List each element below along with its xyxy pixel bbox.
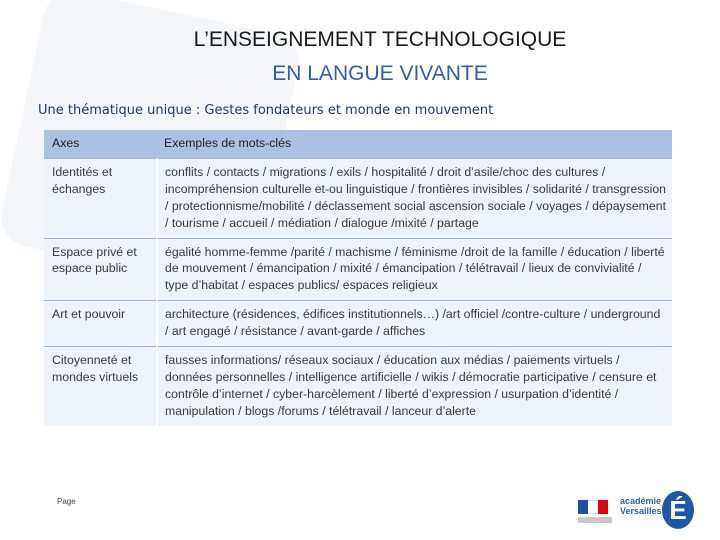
axe-cell: Citoyenneté et mondes virtuels [44, 347, 157, 426]
keywords-cell: conflits / contacts / migrations / exils / hospitalité / droit d’asile/choc des cultures / incompréhension culturelle et-ou linguistique / frontières invisibles / solidarité / transgression / protectionnisme/mobilité / déclassement social ascension sociale / voyages / dépaysement / tourisme / accueil / médiation / dialogue /mixité / partage [157, 158, 672, 238]
page-title-subline: EN LANGUE VIVANTE [272, 62, 488, 85]
theme-subtitle: Une thématique unique : Gestes fondateurs et monde en mouvement [38, 103, 494, 118]
academie-e-logo-icon: É [662, 491, 694, 529]
table-row [44, 301, 672, 347]
column-header-axes: Axes [44, 130, 157, 158]
title-block [0, 28, 720, 86]
page-label: Page [57, 497, 76, 506]
axe-cell: Art et pouvoir [44, 301, 157, 347]
keywords-cell: architecture (résidences, édifices institutionnels…) /art officiel /contre-culture / underground / art engagé / résistance / avant-garde / affiches [157, 301, 672, 347]
academie-logo [578, 488, 698, 534]
table-row [44, 158, 672, 238]
academie-wordmark: académie Versailles [620, 496, 662, 516]
keywords-table [44, 130, 672, 426]
axe-cell: Espace privé et espace public [44, 238, 157, 301]
axe-cell: Identités et échanges [44, 158, 157, 238]
table-row [44, 238, 672, 301]
page-title: L’ENSEIGNEMENT TECHNOLOGIQUE [193, 28, 567, 51]
table-row [44, 347, 672, 426]
keywords-cell: fausses informations/ réseaux sociaux / éducation aux médias / paiements virtuels / données personnelles / intelligence artificielle / wikis / démocratie participative / censure et contrôle d’internet / cyber-harcèlement / liberté d’expression / usurpation d’identité / manipulation / blogs /forums / télétravail / lanceur d’alerte [157, 347, 672, 426]
keywords-cell: égalité homme-femme /parité / machisme / féminisme /droit de la famille / éducation / liberté de mouvement / émancipation / mixité / émancipation / télétravail / lieux de convivialité / type d’habitat / espaces publics/ espaces religieux [157, 238, 672, 301]
marianne-flag-icon [578, 500, 608, 526]
column-header-keywords: Exemples de mots-clés [157, 130, 672, 158]
table-header-row [44, 130, 672, 158]
